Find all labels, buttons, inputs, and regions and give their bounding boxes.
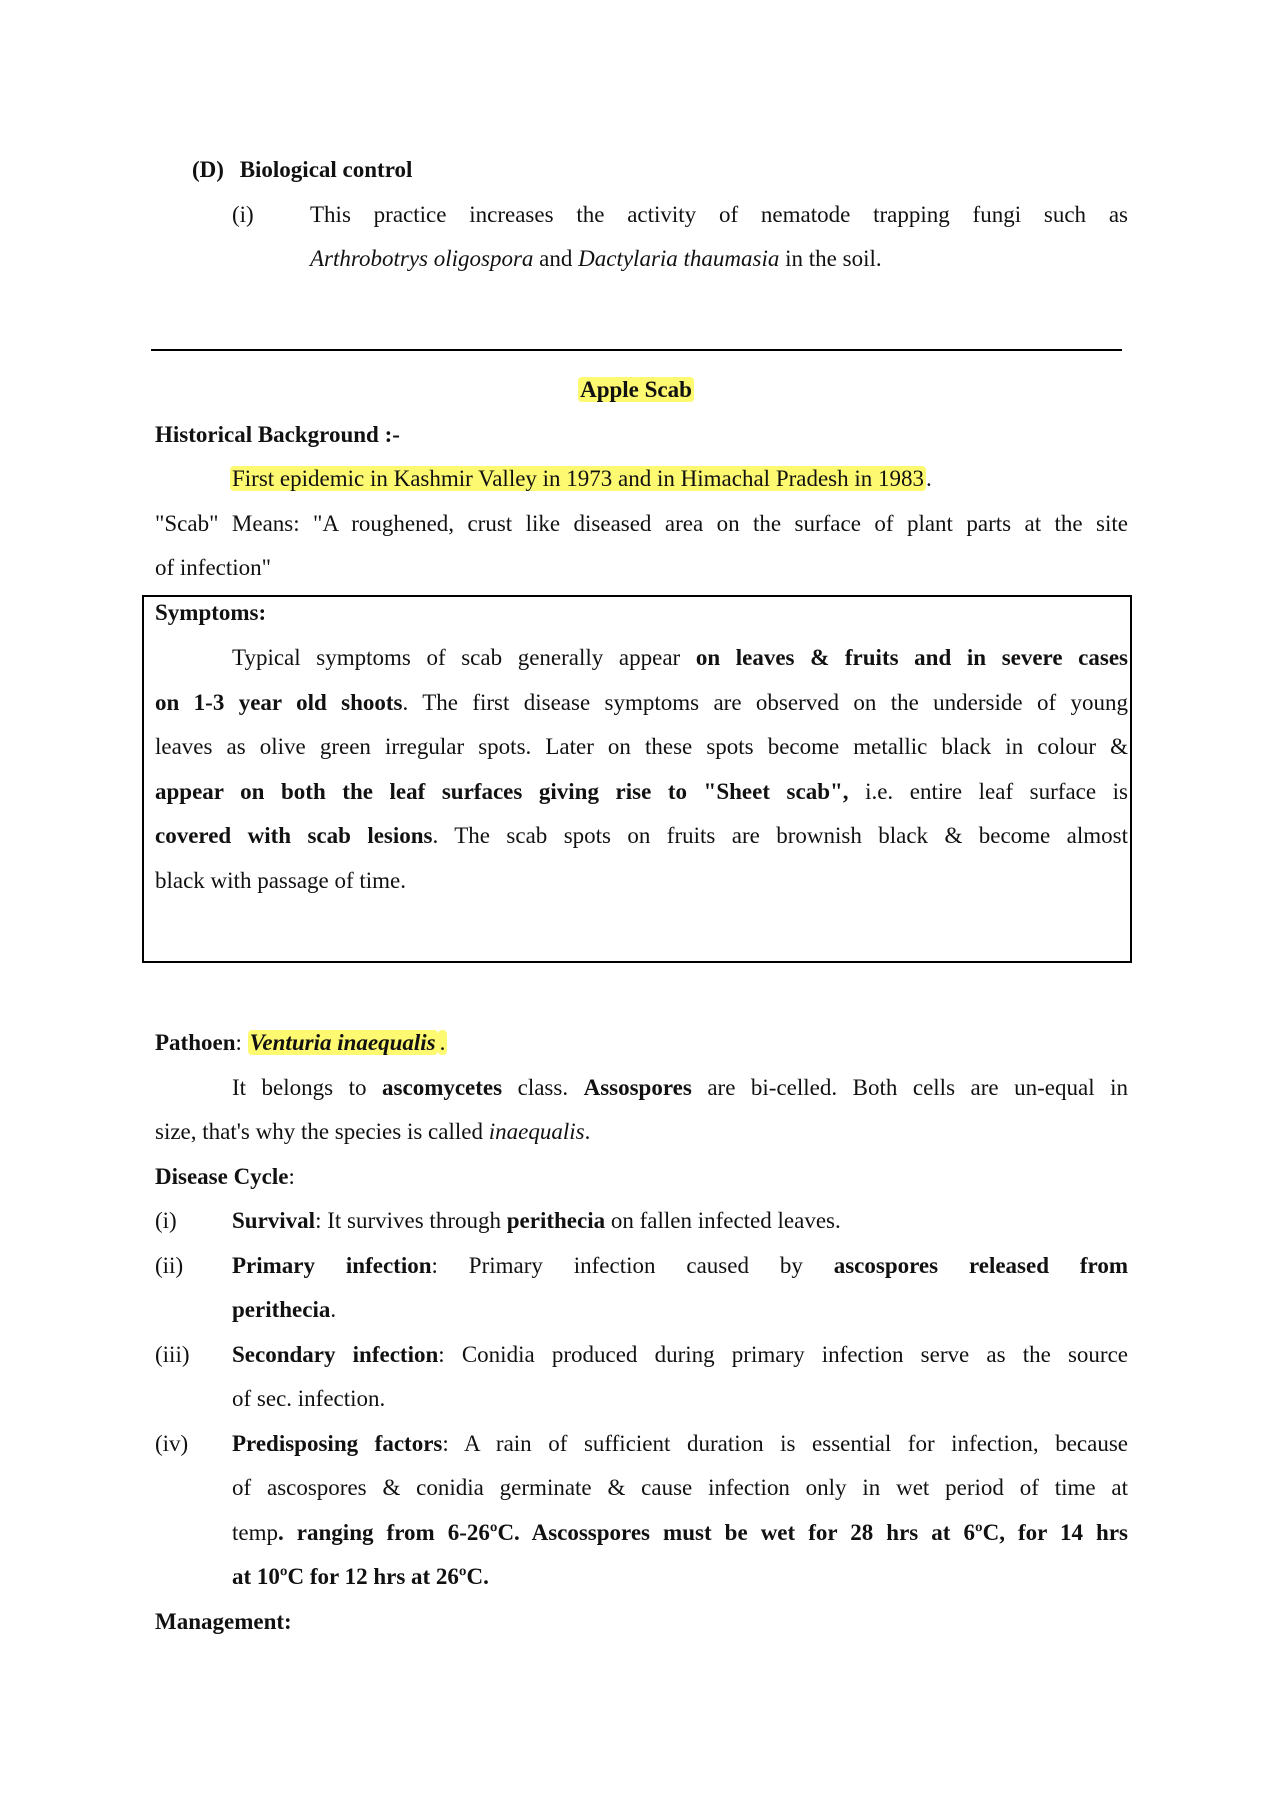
symptoms-line2 [155, 688, 1128, 718]
section-divider [151, 349, 1122, 351]
symptoms-line3: leaves as olive green irregular spots. Later on these spots become metallic black in colour & [155, 734, 1128, 759]
title-text: Apple Scab [580, 377, 692, 402]
list-marker: (iii) [155, 1342, 190, 1367]
pathogen-name: Venturia inaequalis [249, 1030, 436, 1055]
text: : It survives through [315, 1208, 507, 1233]
cycle-item-predisposing-line4: at 10ºC for 12 hrs at 26ºC. [232, 1564, 489, 1589]
bold-text: ascomycetes [382, 1075, 503, 1100]
cycle-item-predisposing-line3 [232, 1518, 1128, 1548]
text: . [926, 466, 932, 491]
bold-text: on leaves & fruits and in severe cases [695, 645, 1128, 670]
cycle-item-primary-line2 [232, 1295, 336, 1325]
scab-definition-line1: "Scab" Means: "A roughened, crust like diseased area on the surface of plant parts at the site [155, 511, 1128, 536]
cycle-item-secondary-line2: of sec. infection. [232, 1386, 386, 1411]
bold-text: on 1-3 year old shoots [155, 690, 403, 715]
page-title [0, 375, 1272, 405]
text: size, that's why the species is called [155, 1119, 489, 1144]
management-heading: Management: [155, 1609, 292, 1634]
text: . The first disease symptoms are observed on the underside of young [402, 690, 1128, 715]
species-name: Dactylaria thaumasia [578, 246, 780, 271]
text: : Conidia produced during primary infection serve as the source [438, 1342, 1128, 1367]
text: . The scab spots on fruits are brownish black & become almost [432, 823, 1129, 848]
bio-item-line2 [310, 244, 882, 274]
symptoms-line6: black with passage of time. [155, 868, 407, 893]
cycle-item-secondary-line1 [232, 1340, 1128, 1370]
section-heading-biological-control [192, 155, 412, 185]
pathogen-para-line2 [155, 1117, 590, 1147]
bio-item-line1: This practice increases the activity of nematode trapping fungi such as [310, 202, 1128, 227]
text: on fallen infected leaves. [605, 1208, 841, 1233]
text: : [235, 1030, 248, 1055]
bold-text: . ranging from 6-26ºC. Ascosspores must be wet for 28 hrs at 6ºC, for 14 hrs [278, 1520, 1128, 1545]
text: in the soil. [779, 246, 882, 271]
highlighted-text: First epidemic in Kashmir Valley in 1973 and in Himachal Pradesh in 1983 [232, 466, 925, 491]
symptoms-line4 [155, 777, 1128, 807]
bold-text: Predisposing factors [232, 1431, 443, 1456]
list-marker: (i) [232, 202, 254, 227]
bold-text: perithecia [232, 1297, 331, 1322]
list-marker: (ii) [155, 1253, 184, 1278]
pathogen-label: Pathoen [155, 1030, 236, 1055]
bold-text: ascospores released from [833, 1253, 1128, 1278]
cycle-item-predisposing-line2: of ascospores & conidia germinate & cause infection only in wet period of time at [232, 1475, 1128, 1500]
list-marker: (iv) [155, 1431, 189, 1456]
text: : A rain of sufficient duration is essential for infection, because [442, 1431, 1129, 1456]
text: temp [232, 1520, 278, 1545]
text: . [584, 1119, 591, 1144]
bold-text: Survival [232, 1208, 316, 1233]
bold-text: appear on both the leaf surfaces giving rise to "Sheet scab", [155, 779, 849, 804]
symptoms-line5 [155, 821, 1128, 851]
pathogen-line [155, 1028, 447, 1058]
heading-text: Biological control [239, 157, 413, 182]
pathogen-para-line1 [232, 1073, 1128, 1103]
italic-text: inaequalis [488, 1119, 585, 1144]
historical-heading: Historical Background :- [155, 422, 400, 447]
disease-cycle-heading [155, 1162, 295, 1192]
bold-text: Secondary infection [232, 1342, 439, 1367]
cycle-item-survival [232, 1206, 841, 1236]
species-name: Arthrobotrys oligospora [310, 246, 534, 271]
text: . [330, 1297, 337, 1322]
bold-text: Primary infection [232, 1253, 432, 1278]
text: : Primary infection caused by [431, 1253, 834, 1278]
symptoms-heading: Symptoms: [155, 600, 267, 625]
bold-text: perithecia [506, 1208, 606, 1233]
text: are bi-celled. Both cells are un-equal in [691, 1075, 1128, 1100]
bold-text: covered with scab lesions [155, 823, 433, 848]
heading-text: Disease Cycle [155, 1164, 289, 1189]
heading-marker: (D) [192, 157, 224, 182]
cycle-item-predisposing-line1 [232, 1429, 1128, 1459]
text: : [288, 1164, 295, 1189]
text: Typical symptoms of scab generally appear [232, 645, 696, 670]
text: . [439, 1030, 446, 1055]
text: i.e. entire leaf surface is [848, 779, 1128, 804]
cycle-item-primary-line1 [232, 1251, 1128, 1281]
scab-definition-line2: of infection" [155, 555, 272, 580]
bold-text: Assospores [583, 1075, 692, 1100]
symptoms-line1 [232, 643, 1128, 673]
text: and [533, 246, 579, 271]
text: It belongs to [232, 1075, 383, 1100]
historical-text [230, 464, 932, 494]
text: class. [502, 1075, 584, 1100]
list-marker: (i) [155, 1208, 177, 1233]
